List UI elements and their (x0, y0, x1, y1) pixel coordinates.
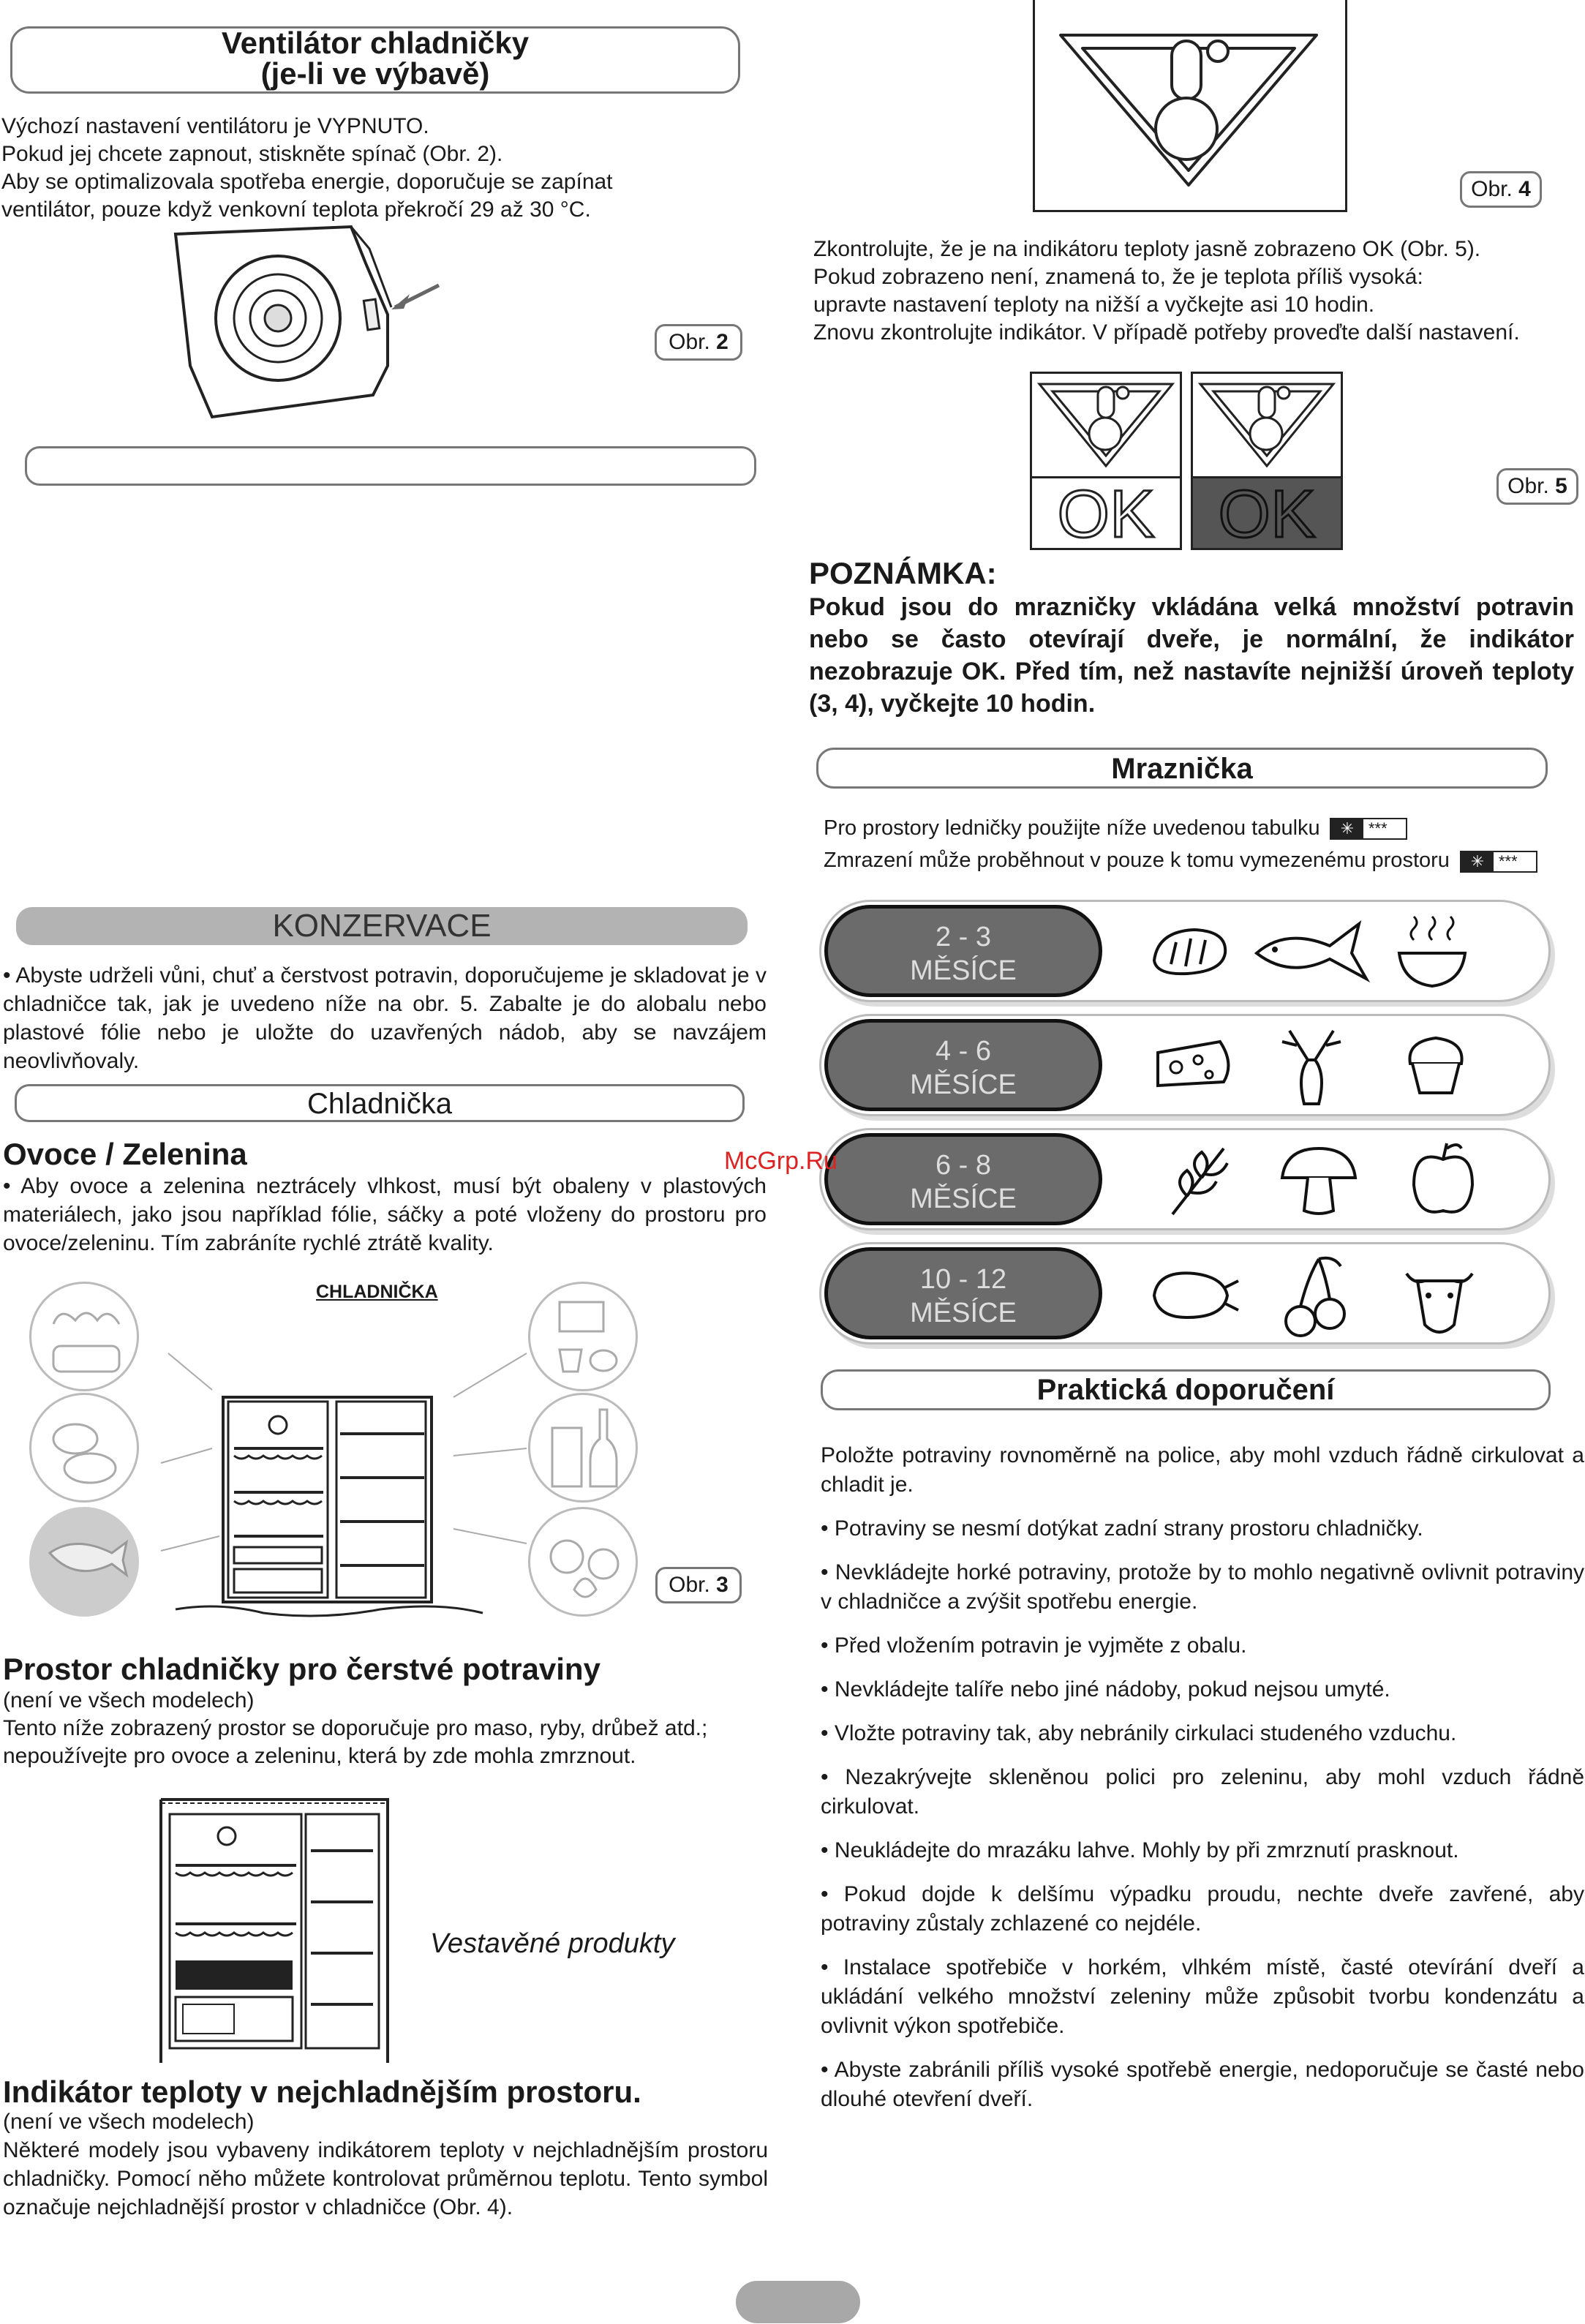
wheat-icon (1158, 1137, 1238, 1225)
note-heading: POZNÁMKA: (809, 556, 997, 590)
cheese-icon (1151, 1023, 1238, 1104)
coldest-zone-symbol (1053, 20, 1324, 196)
coldest-zone-symbol (1032, 377, 1180, 472)
fan-text-line: ventilátor, pouze když venkovní teplota překročí 29 až 30 °C. (1, 198, 591, 222)
tip-item: • Instalace spotřebiče v horkém, vlhkém místě, časté otevírání dveří a ukládání velkého množství zeleniny může způsobit tvorbu kondenzátu a ovlivnit výkon spotřebiče. (821, 1955, 1584, 2038)
watermark: McGrp.Ru (724, 1147, 837, 1175)
fresh-body (3, 1715, 778, 1770)
tip-item: • Před vložením potravin je vyjměte z obalu. (821, 1633, 1247, 1658)
duration-unit: MĚSÍCE (910, 1184, 1017, 1214)
fan-text-line: Pokud jej chcete zapnout, stiskněte spínač (Obr. 2). (1, 142, 503, 166)
fresh-line: Tento níže zobrazený prostor se doporučuje pro maso, ryby, drůbež atd.; (3, 1716, 708, 1740)
snowflake-icon: ✳ (1461, 852, 1494, 871)
fan-title (10, 28, 740, 89)
duration-range: 2 - 3 (935, 922, 992, 952)
storage-duration (824, 1133, 1102, 1225)
fan-title-line1: Ventilátor chladničky (221, 26, 530, 60)
fig-label-text: Obr. (1507, 474, 1549, 498)
star-badge (1460, 851, 1537, 873)
storage-row (819, 1014, 1551, 1116)
fruit-heading: Ovoce / Zelenina (3, 1137, 247, 1171)
coldest-zone-symbol (1193, 377, 1341, 472)
conservation-body: • Abyste udrželi vůni, chuť a čerstvost potravin, doporučujeme je skladovat je v chladničce tak, jak je uvedeno níže na obr. 5. Zabalte je do alobalu nebo plastové fólie nebo je uložte do uzavřených nádob, aby se navzájem neovlivňovaly. (3, 963, 767, 1073)
star-rating: *** (1368, 819, 1387, 838)
freezer-title: Mraznička (1111, 753, 1253, 785)
ok-indicator-light: OK (1032, 476, 1180, 548)
storage-row (819, 900, 1551, 1002)
fig-label-text: Obr. (1471, 177, 1513, 201)
tip-item: • Neukládejte do mrazáku lahve. Mohly by při zmrznutí prasknout. (821, 1838, 1459, 1862)
fruit-body: • Aby ovoce a zelenina neztrácely vlhkost, musí být obaleny v plastových materiálech, jako jsou například fólie, sáčky a poté vloženy do prostoru pro ovoce/zeleninu. Tím zabráníte rychlé ztrátě kvality. (3, 1174, 767, 1255)
fig-label-text: Obr. (669, 1573, 710, 1597)
freezer-line2: Zmrazení může proběhnout v pouze k tomu vymezenému prostoru (824, 849, 1450, 872)
chicken-icon (1143, 1252, 1246, 1332)
tip-item: • Pokud dojde k delšímu výpadku proudu, nechte dveře zavřené, aby potraviny zůstaly zchlazené co nejdéle. (821, 1882, 1584, 1936)
fig-number: 5 (1555, 474, 1567, 498)
fan-text-line: Aby se optimalizovala spotřeba energie, doporučuje se zapínat (1, 170, 613, 194)
storage-duration (824, 905, 1102, 997)
tip-item: • Potraviny se nesmí dotýkat zadní strany prostoru chladničky. (821, 1516, 1423, 1541)
fresh-heading: Prostor chladničky pro čerstvé potraviny (3, 1652, 601, 1686)
check-line: Znovu zkontrolujte indikátor. V případě potřeby proveďte další nastavení. (813, 320, 1520, 345)
fridge-diagram (132, 1331, 556, 1624)
soup-icon (1392, 909, 1472, 997)
builtin-fridge-diagram (154, 1792, 402, 2063)
tip-item: • Nezakrývejte skleněnou polici pro zeleninu, aby mohl vzduch řádně cirkulovat. (821, 1765, 1584, 1819)
cow-icon (1392, 1252, 1487, 1347)
fig5-ok-panel-2 (1191, 372, 1343, 550)
fan-text (1, 113, 762, 224)
tip-item: • Nevkládejte talíře nebo jiné nádoby, pokud nejsou umyté. (821, 1677, 1390, 1701)
star-rating: *** (1498, 852, 1517, 870)
page-number-pill (736, 2281, 860, 2323)
fig3-label (655, 1567, 742, 1603)
check-line: upravte nastavení teploty na nižší a vyčkejte asi 10 hodin. (813, 293, 1375, 317)
indicator-heading: Indikátor teploty v nejchladnějším prostoru. (3, 2075, 641, 2109)
snowflake-icon: ✳ (1331, 819, 1363, 838)
bread-icon (1143, 909, 1238, 990)
tip-item: • Nevkládejte horké potraviny, protože by to mohlo negativně ovlivnit potraviny v chladničce a zvýšit spotřebu energie. (821, 1560, 1584, 1614)
fig2-label (655, 324, 742, 361)
mushroom-icon (1275, 1137, 1363, 1225)
tips-title: Praktická doporučení (1036, 1374, 1335, 1406)
check-line: Pokud zobrazeno není, znamená to, že je teplota příliš vysoká: (813, 265, 1423, 289)
builtin-label: Vestavěné produkty (430, 1928, 675, 1959)
fan-text-line: Výchozí nastavení ventilátoru je VYPNUTO. (1, 114, 429, 138)
indicator-check-text (813, 236, 1581, 347)
fig5-label (1496, 468, 1578, 505)
fig-number: 4 (1518, 177, 1531, 201)
tip-item: Položte potraviny rovnoměrně na police, aby mohl vzduch řádně cirkulovat a chladit je. (821, 1443, 1584, 1497)
duration-unit: MĚSÍCE (910, 955, 1017, 986)
duration-range: 10 - 12 (919, 1264, 1007, 1295)
food-circle-fish (29, 1507, 139, 1617)
storage-row (819, 1242, 1551, 1345)
fridge-title: Chladnička (307, 1088, 452, 1120)
duration-range: 4 - 6 (935, 1036, 992, 1067)
food-circle-pastry (29, 1282, 139, 1391)
duration-unit: MĚSÍCE (910, 1298, 1017, 1328)
deer-icon (1268, 1023, 1355, 1118)
freezer-line1: Pro prostory ledničky použijte níže uvedenou tabulku (824, 816, 1320, 840)
star-badge (1330, 818, 1407, 840)
fig4-label (1460, 171, 1542, 208)
fan-title-line2: (je-li ve výbavě) (260, 56, 490, 91)
empty-section-bar (25, 446, 756, 486)
fig5-ok-panel-1 (1030, 372, 1182, 550)
conservation-title: KONZERVACE (272, 908, 492, 944)
ok-indicator-dark: OK (1193, 476, 1341, 548)
storage-row (819, 1128, 1551, 1230)
indicator-sub: (není ve všech modelech) (3, 2110, 255, 2134)
storage-duration (824, 1247, 1102, 1339)
apple-icon (1407, 1137, 1480, 1225)
check-line: Zkontrolujte, že je na indikátoru teploty jasně zobrazeno OK (Obr. 5). (813, 237, 1481, 261)
fig-number: 2 (716, 330, 729, 354)
tip-item: • Abyste zabránili příliš vysoké spotřebě energie, nedoporučuje se časté nebo dlouhé otevření dveří. (821, 2058, 1584, 2111)
cupcake-icon (1399, 1023, 1472, 1104)
tip-item: • Vložte potraviny tak, aby nebránily cirkulaci studeného vzduchu. (821, 1721, 1457, 1745)
fridge-diagram-label: CHLADNIČKA (316, 1282, 438, 1302)
indicator-body: Některé modely jsou vybaveny indikátorem teploty v nejchladnějším prostoru chladničky. Pomocí něho můžete kontrolovat průměrnou teplotu. Tento symbol označuje nejchladnější prostor v chladničce (Obr. 4). (3, 2138, 768, 2219)
duration-range: 6 - 8 (935, 1150, 992, 1181)
fan-switch-illustration (168, 219, 461, 432)
fig-number: 3 (716, 1573, 729, 1597)
note-body: Pokud jsou do mrazničky vkládána velká množství potravin nebo se často otevírají dveře, je normální, že indikátor nezobrazuje OK. Před tím, než nastavíte nejnižší úroveň teploty (3, 4), vyčkejte 10 hodin. (809, 593, 1574, 718)
storage-duration (824, 1019, 1102, 1111)
fresh-sub: (není ve všech modelech) (3, 1688, 255, 1712)
fresh-line: nepoužívejte pro ovoce a zeleninu, která by zde mohla zmrznout. (3, 1744, 636, 1768)
cherry-icon (1275, 1252, 1355, 1347)
food-circle-meat (29, 1393, 139, 1503)
duration-unit: MĚSÍCE (910, 1069, 1017, 1100)
fig-label-text: Obr. (669, 330, 710, 354)
fish-icon (1249, 909, 1374, 990)
